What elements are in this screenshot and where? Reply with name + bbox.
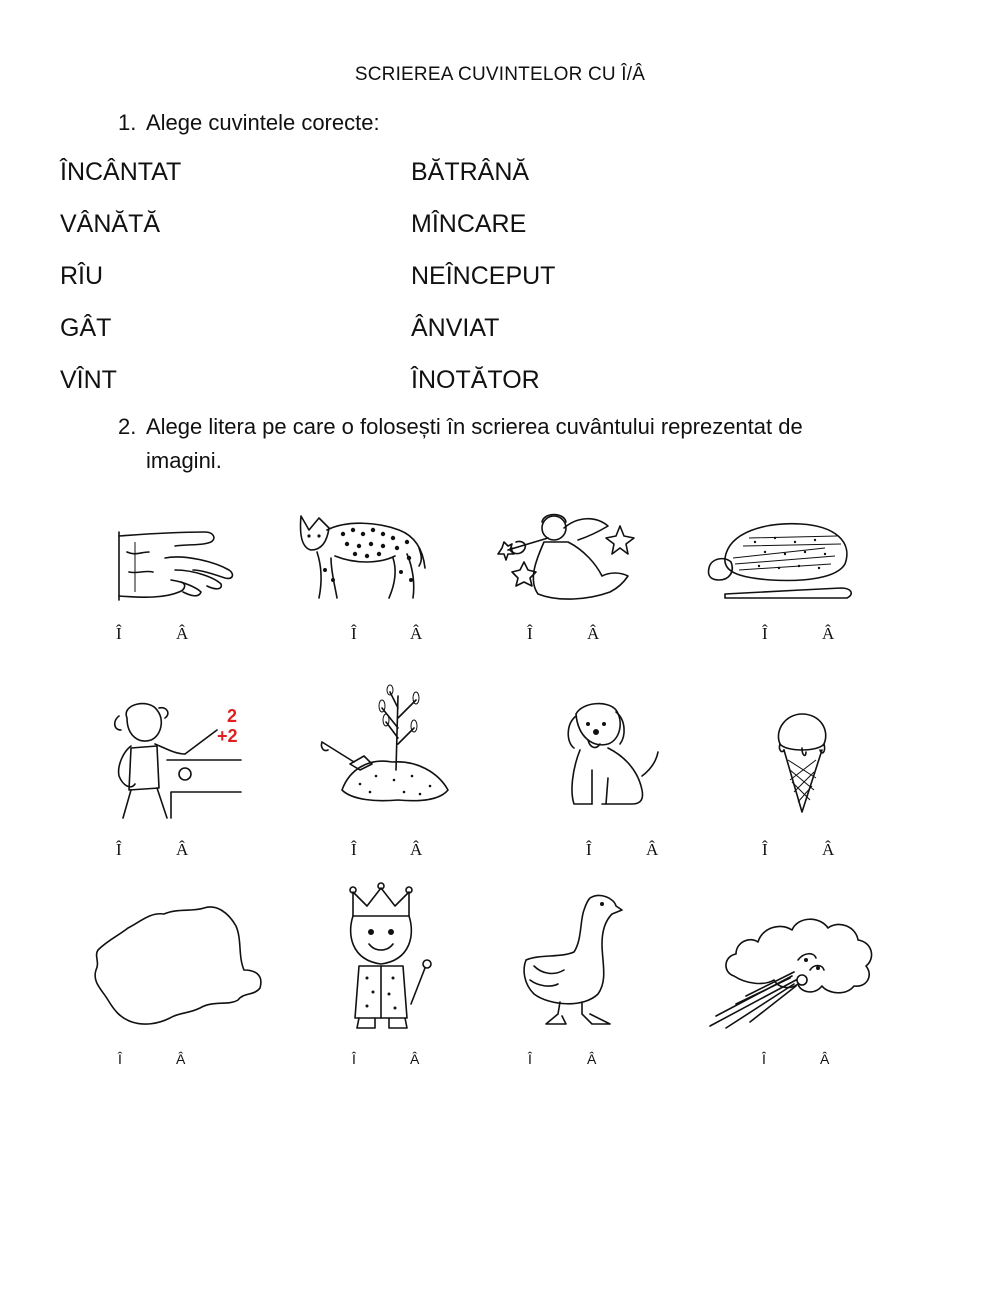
wind-cloud-image bbox=[706, 912, 878, 1030]
choice-i[interactable]: Î bbox=[762, 840, 768, 859]
hand-image bbox=[105, 512, 240, 604]
angel-icon bbox=[498, 510, 638, 605]
word-option[interactable]: NEÎNCEPUT bbox=[411, 262, 556, 290]
question-2-text: Alege litera pe care o folosești în scrierea cuvântului reprezentat de imagini. bbox=[146, 414, 803, 473]
choice-a[interactable]: Â bbox=[410, 840, 423, 859]
question-1-number: 1. bbox=[118, 110, 137, 135]
king-icon bbox=[345, 882, 435, 1030]
choice-a[interactable]: Â bbox=[822, 840, 835, 859]
choice-i[interactable]: Î bbox=[351, 840, 357, 859]
word-option[interactable]: BĂTRÂNĂ bbox=[411, 158, 530, 186]
choice-a[interactable]: Â bbox=[176, 840, 189, 859]
choice-i[interactable]: Î bbox=[118, 1051, 122, 1067]
choice-i[interactable]: Î bbox=[116, 624, 122, 643]
word-option[interactable]: GÂT bbox=[60, 314, 112, 342]
choice-i[interactable]: Î bbox=[116, 840, 122, 859]
choice-i[interactable]: Î bbox=[528, 1051, 532, 1067]
hand-icon bbox=[105, 512, 240, 604]
choice-i[interactable]: Î bbox=[762, 1051, 766, 1067]
choice-i[interactable]: Î bbox=[527, 624, 533, 643]
tree-planting-image bbox=[320, 688, 455, 810]
lynx-image bbox=[297, 508, 427, 603]
choice-a[interactable]: Â bbox=[410, 1051, 420, 1067]
word-option[interactable]: RÎU bbox=[60, 262, 104, 290]
lynx-icon bbox=[297, 508, 427, 603]
ice-cream-icon bbox=[772, 710, 832, 815]
tree-icon bbox=[320, 688, 455, 810]
goose-image bbox=[520, 890, 625, 1030]
word-option[interactable]: VÎNT bbox=[60, 366, 117, 394]
choice-i[interactable]: Î bbox=[586, 840, 592, 859]
choice-a[interactable]: Â bbox=[820, 1051, 830, 1067]
map-icon bbox=[88, 900, 266, 1032]
question-1 bbox=[118, 106, 380, 140]
choice-i[interactable]: Î bbox=[762, 624, 768, 643]
word-list-right bbox=[411, 154, 555, 414]
choice-a[interactable]: Â bbox=[587, 1051, 597, 1067]
puppy-icon bbox=[562, 700, 662, 810]
wind-cloud-icon bbox=[706, 912, 878, 1030]
question-2 bbox=[118, 410, 878, 478]
choice-i[interactable]: Î bbox=[351, 624, 357, 643]
bread-image bbox=[705, 518, 855, 603]
choice-a[interactable]: Â bbox=[646, 840, 659, 859]
word-option[interactable]: VÂNĂTĂ bbox=[60, 210, 161, 238]
angel-image bbox=[498, 510, 638, 605]
choice-a[interactable]: Â bbox=[822, 624, 835, 643]
word-option[interactable]: ÎNCÂNTAT bbox=[60, 158, 182, 186]
question-1-text: Alege cuvintele corecte: bbox=[146, 110, 380, 135]
sum-bottom: +2 bbox=[217, 726, 238, 746]
romania-map-image bbox=[88, 900, 266, 1032]
word-option[interactable]: ÎNOTĂTOR bbox=[411, 366, 540, 394]
word-list-left bbox=[60, 154, 181, 414]
worksheet-title: SCRIEREA CUVINTELOR CU Î/Â bbox=[354, 64, 646, 85]
bread-icon bbox=[705, 518, 855, 603]
teacher-icon bbox=[105, 700, 245, 820]
word-option[interactable]: MÎNCARE bbox=[411, 210, 527, 238]
king-image bbox=[345, 882, 435, 1030]
goose-icon bbox=[520, 890, 625, 1030]
choice-a[interactable]: Â bbox=[176, 624, 189, 643]
choice-a[interactable]: Â bbox=[587, 624, 600, 643]
ice-cream-image bbox=[772, 710, 832, 815]
word-option[interactable]: ÂNVIAT bbox=[411, 314, 500, 342]
puppy-image bbox=[562, 700, 662, 810]
choice-a[interactable]: Â bbox=[410, 624, 423, 643]
teacher-image bbox=[105, 700, 245, 820]
choice-a[interactable]: Â bbox=[176, 1051, 186, 1067]
choice-i[interactable]: Î bbox=[352, 1051, 356, 1067]
question-2-number: 2. bbox=[118, 414, 137, 439]
sum-top: 2 bbox=[227, 706, 238, 726]
